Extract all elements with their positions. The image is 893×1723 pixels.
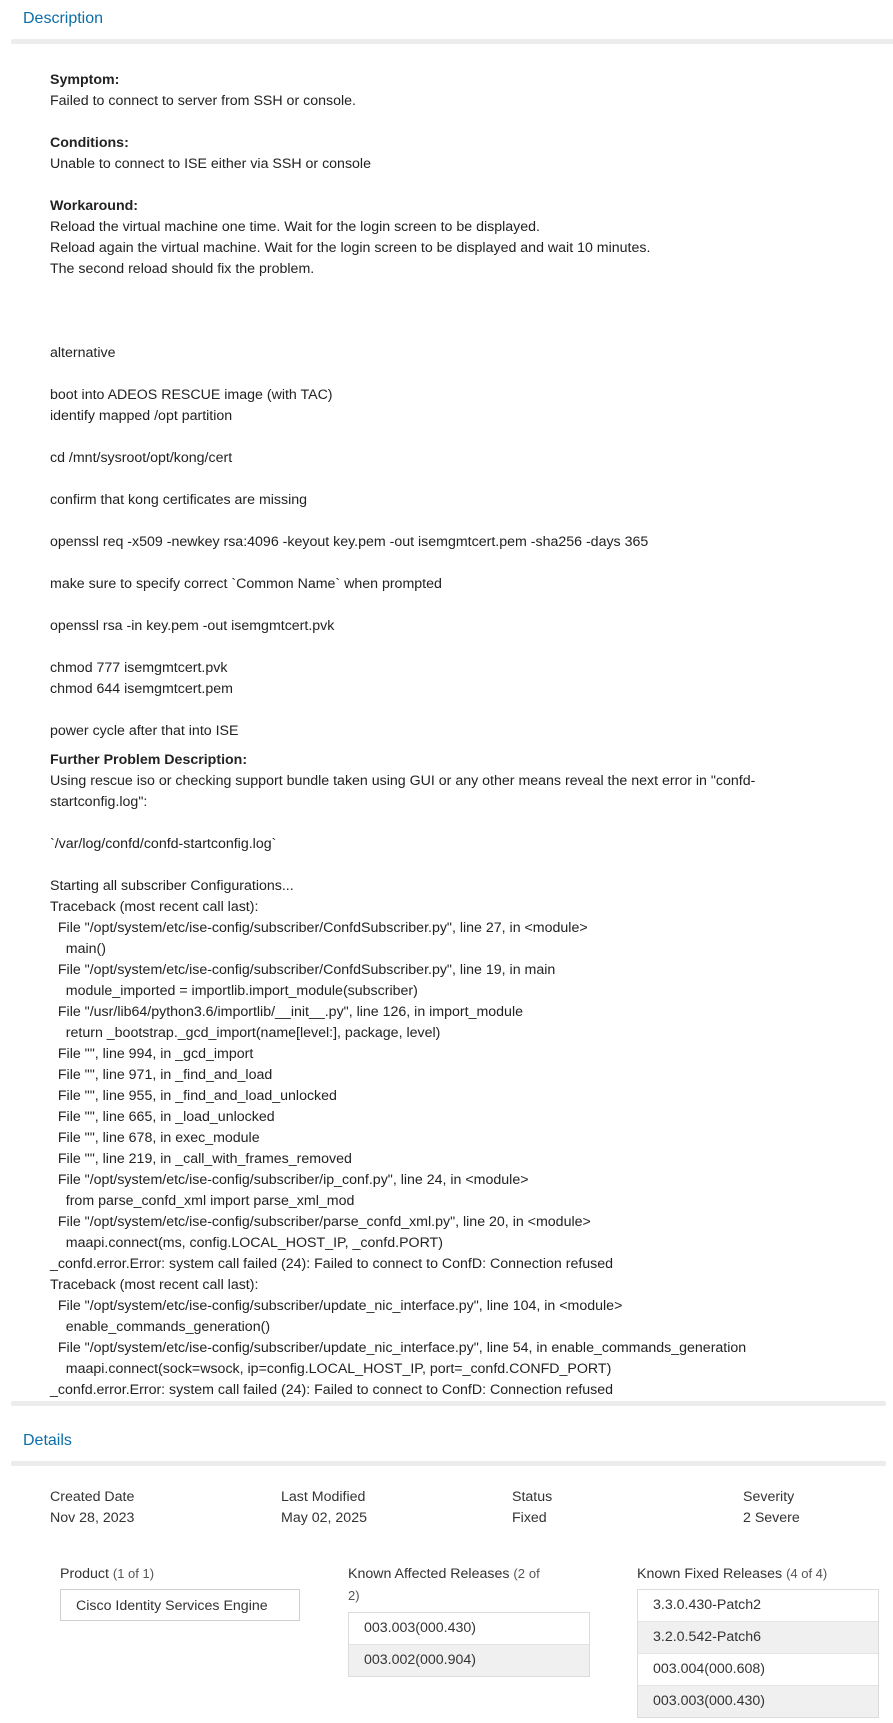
log-line: File "", line 994, in _gcd_import xyxy=(50,1046,254,1062)
fixed-release-item[interactable]: 3.3.0.430-Patch2 xyxy=(653,1597,762,1613)
affected-releases-list xyxy=(348,1612,590,1677)
affected-releases-title xyxy=(348,1563,553,1607)
last-modified-value: May 02, 2025 xyxy=(281,1510,367,1526)
created-date-label: Created Date xyxy=(50,1489,135,1505)
last-modified-label: Last Modified xyxy=(281,1489,366,1505)
log-line: maapi.connect(ms, config.LOCAL_HOST_IP, _confd.PORT) xyxy=(50,1235,443,1251)
alt-line: boot into ADEOS RESCUE image (with TAC) xyxy=(50,387,333,403)
log-line: File "", line 665, in _load_unlocked xyxy=(50,1109,275,1125)
log-line: File "/opt/system/etc/ise-config/subscriber/parse_confd_xml.py", line 20, in <module> xyxy=(50,1214,591,1230)
log-line: File "/opt/system/etc/ise-config/subscriber/ConfdSubscriber.py", line 27, in <module> xyxy=(50,920,588,936)
log-line: File "", line 955, in _find_and_load_unlocked xyxy=(50,1088,337,1104)
log-line: _confd.error.Error: system call failed (24): Failed to connect to ConfD: Connection refused xyxy=(50,1256,614,1272)
affected-releases-count-close: of 2) xyxy=(348,1566,540,1603)
fixed-release-item[interactable]: 003.003(000.430) xyxy=(638,1685,878,1717)
log-line: Traceback (most recent call last): xyxy=(50,1277,259,1293)
fixed-releases-count: (4 of 4) xyxy=(786,1566,828,1581)
product-count: (1 of 1) xyxy=(112,1566,155,1581)
log-line: return _bootstrap._gcd_import(name[level:], package, level) xyxy=(50,1025,441,1041)
description-bottom-divider xyxy=(11,1401,886,1406)
alt-line: confirm that kong certificates are missing xyxy=(50,492,308,508)
log-line: maapi.connect(sock=wsock, ip=config.LOCAL_HOST_IP, port=_confd.CONFD_PORT) xyxy=(50,1361,612,1377)
details-divider xyxy=(11,1461,886,1466)
further-text: Using rescue iso or checking support bundle taken using GUI or any other means reveal the next error in "confd-startconfig.log": xyxy=(50,773,756,810)
product-title xyxy=(60,1563,154,1585)
affected-release-item[interactable]: 003.002(000.904) xyxy=(349,1644,589,1676)
description-divider xyxy=(11,39,893,44)
created-date-value: Nov 28, 2023 xyxy=(50,1510,135,1526)
log-line: File "/opt/system/etc/ise-config/subscriber/ConfdSubscriber.py", line 19, in main xyxy=(50,962,556,978)
log-line: Traceback (most recent call last): xyxy=(50,899,259,915)
log-line: File "/opt/system/etc/ise-config/subscriber/update_nic_interface.py", line 54, in enable_commands_generation xyxy=(50,1340,747,1356)
log-line: File "/opt/system/etc/ise-config/subscriber/ip_conf.py", line 24, in <module> xyxy=(50,1172,529,1188)
workaround-heading: Workaround: xyxy=(50,198,139,214)
further-heading: Further Problem Description: xyxy=(50,752,248,768)
log-line: File "/opt/system/etc/ise-config/subscriber/update_nic_interface.py", line 104, in <module> xyxy=(50,1298,623,1314)
symptom-text: Failed to connect to server from SSH or console. xyxy=(50,93,356,109)
alt-line: identify mapped /opt partition xyxy=(50,408,233,424)
fixed-release-item[interactable]: 3.2.0.542-Patch6 xyxy=(638,1621,878,1653)
product-item[interactable]: Cisco Identity Services Engine xyxy=(60,1589,300,1621)
description-section-title[interactable]: Description xyxy=(23,10,104,27)
log-line: enable_commands_generation() xyxy=(50,1319,271,1335)
conditions-heading: Conditions: xyxy=(50,135,129,151)
fixed-releases-title-text: Known Fixed Releases xyxy=(637,1566,783,1582)
alt-line: openssl req -x509 -newkey rsa:4096 -keyout key.pem -out isemgmtcert.pem -sha256 -days 365 xyxy=(50,534,649,550)
log-line: _confd.error.Error: system call failed (24): Failed to connect to ConfD: Connection refused xyxy=(50,1382,614,1398)
fixed-release-item[interactable]: 003.004(000.608) xyxy=(638,1653,878,1685)
alt-line: chmod 777 isemgmtcert.pvk xyxy=(50,660,228,676)
affected-releases-count-open: (2 xyxy=(513,1566,525,1581)
alt-line: cd /mnt/sysroot/opt/kong/cert xyxy=(50,450,233,466)
log-line: File "", line 971, in _find_and_load xyxy=(50,1067,273,1083)
workaround-line: The second reload should fix the problem. xyxy=(50,261,315,277)
log-line: File "/usr/lib64/python3.6/importlib/__init__.py", line 126, in import_module xyxy=(50,1004,523,1020)
log-path: `/var/log/confd/confd-startconfig.log` xyxy=(50,836,277,852)
log-lines xyxy=(50,876,850,1401)
workaround-line: Reload again the virtual machine. Wait for the login screen to be displayed and wait 10 minutes. xyxy=(50,240,651,256)
log-line: Starting all subscriber Configurations... xyxy=(50,878,294,894)
status-value: Fixed xyxy=(512,1510,547,1526)
affected-releases-title-text: Known Affected Releases xyxy=(348,1566,510,1582)
affected-release-item[interactable]: 003.003(000.430) xyxy=(364,1620,477,1636)
workaround-line: Reload the virtual machine one time. Wait for the login screen to be displayed. xyxy=(50,219,540,235)
description-body xyxy=(50,70,850,1401)
log-line: from parse_confd_xml import parse_xml_mod xyxy=(50,1193,355,1209)
log-line: File "", line 678, in exec_module xyxy=(50,1130,260,1146)
alt-line: openssl rsa -in key.pem -out isemgmtcert.pvk xyxy=(50,618,335,634)
severity-label: Severity xyxy=(743,1489,795,1505)
alt-line: alternative xyxy=(50,345,116,361)
log-line: main() xyxy=(50,941,106,957)
log-line: module_imported = importlib.import_module(subscriber) xyxy=(50,983,418,999)
severity-value: 2 Severe xyxy=(743,1510,800,1526)
symptom-heading: Symptom: xyxy=(50,72,120,88)
details-section-title[interactable]: Details xyxy=(23,1432,72,1449)
alt-line: make sure to specify correct `Common Name` when prompted xyxy=(50,576,442,592)
status-label: Status xyxy=(512,1489,553,1505)
product-title-text: Product xyxy=(60,1566,109,1582)
conditions-text: Unable to connect to ISE either via SSH or console xyxy=(50,156,371,172)
fixed-releases-list xyxy=(637,1589,879,1718)
alt-line: power cycle after that into ISE xyxy=(50,723,239,739)
alt-line: chmod 644 isemgmtcert.pem xyxy=(50,681,233,697)
fixed-releases-title xyxy=(637,1563,877,1585)
log-line: File "", line 219, in _call_with_frames_removed xyxy=(50,1151,352,1167)
